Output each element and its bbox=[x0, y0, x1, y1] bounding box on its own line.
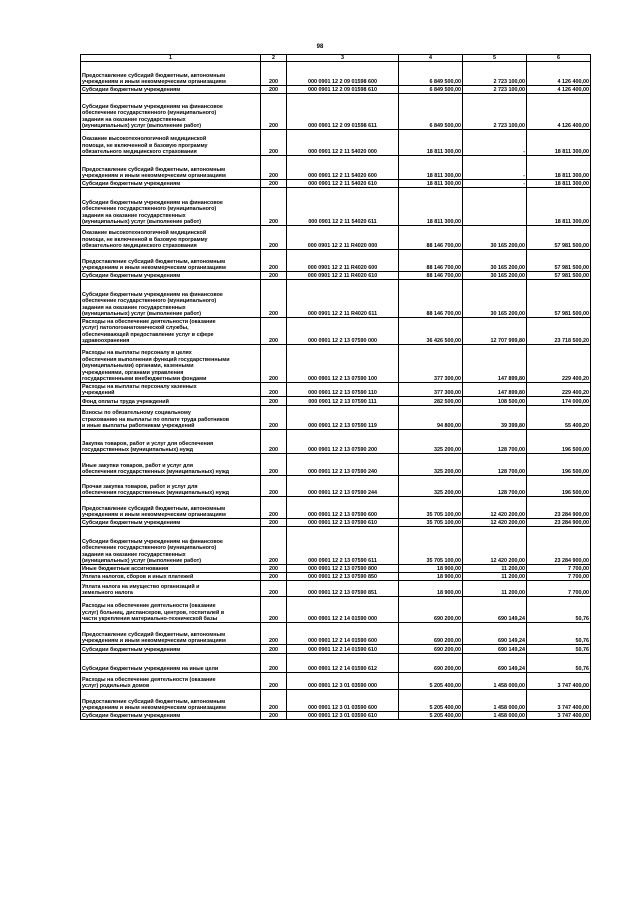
remaining-amount: 7 700,00 bbox=[527, 573, 591, 581]
remaining-amount: 18 811 300,00 bbox=[527, 188, 591, 226]
classification-code: 000 0901 12 2 13 07590 100 bbox=[287, 345, 399, 383]
item-name: Субсидии бюджетным учреждениям bbox=[81, 645, 261, 654]
remaining-amount: 57 981 500,00 bbox=[527, 250, 591, 272]
line-code: 200 bbox=[261, 94, 287, 130]
item-name: Взносы по обязательному социальному страхованию на выплаты по оплате труда работников и иные выплаты работникам учреждений bbox=[81, 406, 261, 430]
classification-code: 000 0901 12 3 01 03590 000 bbox=[287, 673, 399, 690]
remaining-amount: 18 811 300,00 bbox=[527, 156, 591, 180]
classification-code: 000 0901 12 2 11 54020 611 bbox=[287, 188, 399, 226]
item-name: Предоставление субсидий бюджетным, автономным учреждениям и иным некоммерческим организациям bbox=[81, 62, 261, 86]
approved-amount: 35 705 100,00 bbox=[399, 527, 463, 565]
item-name: Субсидии бюджетным учреждениям bbox=[81, 519, 261, 527]
classification-code: 000 0901 12 2 11 54020 610 bbox=[287, 180, 399, 188]
item-name: Субсидии бюджетным учреждениям bbox=[81, 272, 261, 280]
approved-amount: 5 205 400,00 bbox=[399, 673, 463, 690]
executed-amount: 147 899,80 bbox=[463, 383, 527, 397]
executed-amount: 1 458 000,00 bbox=[463, 673, 527, 690]
item-name: Расходы на обеспечение деятельности (оказание услуг) патологоанатомической службы, обеспечивающей предоставление услуг в сфере здравоохранения bbox=[81, 318, 261, 345]
approved-amount: 35 705 100,00 bbox=[399, 497, 463, 519]
table-row bbox=[81, 430, 591, 454]
line-code: 200 bbox=[261, 497, 287, 519]
remaining-amount: 4 126 400,00 bbox=[527, 86, 591, 94]
column-header-6: 6 bbox=[527, 55, 591, 62]
classification-code: 000 0901 12 2 11 54020 000 bbox=[287, 130, 399, 156]
line-code: 200 bbox=[261, 654, 287, 673]
approved-amount: 18 900,00 bbox=[399, 581, 463, 597]
classification-code: 000 0901 12 2 13 07590 110 bbox=[287, 383, 399, 397]
classification-code: 000 0901 12 2 11 R4020 600 bbox=[287, 250, 399, 272]
table-row bbox=[81, 454, 591, 476]
approved-amount: 18 900,00 bbox=[399, 573, 463, 581]
approved-amount: 690 200,00 bbox=[399, 597, 463, 623]
classification-code: 000 0901 12 2 13 07590 200 bbox=[287, 430, 399, 454]
executed-amount: 30 165 200,00 bbox=[463, 226, 527, 250]
table-row bbox=[81, 180, 591, 188]
table-row bbox=[81, 86, 591, 94]
executed-amount: - bbox=[463, 180, 527, 188]
table-row bbox=[81, 226, 591, 250]
line-code: 200 bbox=[261, 565, 287, 573]
executed-amount: 128 700,00 bbox=[463, 430, 527, 454]
table-row bbox=[81, 383, 591, 397]
classification-code: 000 0901 12 2 13 07590 800 bbox=[287, 565, 399, 573]
item-name: Субсидии бюджетным учреждениям на финансовое обеспечение государственного (муниципального) задания на оказание государственных (муниципальных) услуг (выполнение работ) bbox=[81, 188, 261, 226]
line-code: 200 bbox=[261, 573, 287, 581]
remaining-amount: 3 747 400,00 bbox=[527, 712, 591, 720]
item-name: Субсидии бюджетным учреждениям bbox=[81, 86, 261, 94]
item-name: Субсидии бюджетным учреждениям на финансовое обеспечение государственного (муниципального) задания на оказание государственных (муниципальных) услуг (выполнение работ) bbox=[81, 280, 261, 318]
column-header-1: 1 bbox=[81, 55, 261, 62]
executed-amount: 12 420 200,00 bbox=[463, 519, 527, 527]
executed-amount: 39 399,80 bbox=[463, 406, 527, 430]
line-code: 200 bbox=[261, 180, 287, 188]
line-code: 200 bbox=[261, 250, 287, 272]
classification-code: 000 0901 12 2 13 07590 240 bbox=[287, 454, 399, 476]
remaining-amount: 4 126 400,00 bbox=[527, 62, 591, 86]
approved-amount: 88 146 700,00 bbox=[399, 250, 463, 272]
line-code: 200 bbox=[261, 86, 287, 94]
remaining-amount: 23 284 900,00 bbox=[527, 527, 591, 565]
executed-amount: 12 420 200,00 bbox=[463, 527, 527, 565]
table-row bbox=[81, 645, 591, 654]
remaining-amount: 229 400,20 bbox=[527, 345, 591, 383]
item-name: Оказание высокотехнологичной медицинской помощи, не включенной в базовую программу обязательного медицинского страхования bbox=[81, 226, 261, 250]
remaining-amount: 23 718 500,20 bbox=[527, 318, 591, 345]
line-code: 200 bbox=[261, 645, 287, 654]
classification-code: 000 0901 12 2 13 07590 600 bbox=[287, 497, 399, 519]
table-row bbox=[81, 62, 591, 86]
line-code: 200 bbox=[261, 430, 287, 454]
remaining-amount: 23 284 900,00 bbox=[527, 497, 591, 519]
approved-amount: 5 205 400,00 bbox=[399, 712, 463, 720]
classification-code: 000 0901 12 2 13 07590 119 bbox=[287, 406, 399, 430]
table-row bbox=[81, 654, 591, 673]
classification-code: 000 0901 12 2 13 07590 851 bbox=[287, 581, 399, 597]
remaining-amount: 4 126 400,00 bbox=[527, 94, 591, 130]
executed-amount: 147 899,80 bbox=[463, 345, 527, 383]
item-name: Фонд оплаты труда учреждений bbox=[81, 397, 261, 406]
line-code: 200 bbox=[261, 226, 287, 250]
approved-amount: 18 811 300,00 bbox=[399, 188, 463, 226]
classification-code: 000 0901 12 2 11 54020 600 bbox=[287, 156, 399, 180]
remaining-amount: 3 747 400,00 bbox=[527, 690, 591, 712]
classification-code: 000 0901 12 2 13 07590 850 bbox=[287, 573, 399, 581]
remaining-amount: 50,76 bbox=[527, 597, 591, 623]
item-name: Уплата налога на имущество организаций и земельного налога bbox=[81, 581, 261, 597]
line-code: 200 bbox=[261, 62, 287, 86]
executed-amount: 690 149,24 bbox=[463, 623, 527, 645]
remaining-amount: 50,76 bbox=[527, 645, 591, 654]
line-code: 200 bbox=[261, 406, 287, 430]
executed-amount: 2 723 100,00 bbox=[463, 94, 527, 130]
classification-code: 000 0901 12 2 13 07590 611 bbox=[287, 527, 399, 565]
table-row bbox=[81, 188, 591, 226]
table-row bbox=[81, 94, 591, 130]
table-row bbox=[81, 712, 591, 720]
classification-code: 000 0901 12 3 01 03590 610 bbox=[287, 712, 399, 720]
remaining-amount: 7 700,00 bbox=[527, 565, 591, 573]
budget-table bbox=[80, 54, 591, 720]
remaining-amount: 57 981 500,00 bbox=[527, 226, 591, 250]
approved-amount: 690 200,00 bbox=[399, 623, 463, 645]
executed-amount: 30 165 200,00 bbox=[463, 272, 527, 280]
line-code: 200 bbox=[261, 623, 287, 645]
approved-amount: 690 200,00 bbox=[399, 645, 463, 654]
table-row bbox=[81, 581, 591, 597]
table-row bbox=[81, 130, 591, 156]
executed-amount: 108 500,00 bbox=[463, 397, 527, 406]
classification-code: 000 0901 12 2 14 01590 612 bbox=[287, 654, 399, 673]
table-row bbox=[81, 476, 591, 497]
executed-amount: 2 723 100,00 bbox=[463, 62, 527, 86]
executed-amount: 1 458 000,00 bbox=[463, 712, 527, 720]
remaining-amount: 50,76 bbox=[527, 654, 591, 673]
approved-amount: 377 300,00 bbox=[399, 383, 463, 397]
item-name: Предоставление субсидий бюджетным, автономным учреждениям и иным некоммерческим организациям bbox=[81, 156, 261, 180]
remaining-amount: 57 981 500,00 bbox=[527, 280, 591, 318]
remaining-amount: 23 284 900,00 bbox=[527, 519, 591, 527]
table-row bbox=[81, 318, 591, 345]
line-code: 200 bbox=[261, 318, 287, 345]
executed-amount: 11 200,00 bbox=[463, 573, 527, 581]
item-name: Предоставление субсидий бюджетным, автономным учреждениям и иным некоммерческим организациям bbox=[81, 690, 261, 712]
remaining-amount: 196 500,00 bbox=[527, 476, 591, 497]
item-name: Иные закупки товаров, работ и услуг для обеспечения государственных (муниципальных) нужд bbox=[81, 454, 261, 476]
executed-amount: - bbox=[463, 156, 527, 180]
classification-code: 000 0901 12 2 14 01590 600 bbox=[287, 623, 399, 645]
approved-amount: 282 500,00 bbox=[399, 397, 463, 406]
line-code: 200 bbox=[261, 280, 287, 318]
item-name: Прочая закупка товаров, работ и услуг для обеспечения государственных (муниципальных) нужд bbox=[81, 476, 261, 497]
item-name: Расходы на обеспечение деятельности (оказание услуг) родильных домов bbox=[81, 673, 261, 690]
classification-code: 000 0901 12 2 09 01598 611 bbox=[287, 94, 399, 130]
executed-amount: 1 458 000,00 bbox=[463, 690, 527, 712]
line-code: 200 bbox=[261, 712, 287, 720]
classification-code: 000 0901 12 2 11 R4020 610 bbox=[287, 272, 399, 280]
remaining-amount: 18 811 300,00 bbox=[527, 180, 591, 188]
classification-code: 000 0901 12 2 11 R4020 000 bbox=[287, 226, 399, 250]
approved-amount: 88 146 700,00 bbox=[399, 272, 463, 280]
remaining-amount: 229 400,20 bbox=[527, 383, 591, 397]
item-name: Предоставление субсидий бюджетным, автономным учреждениям и иным некоммерческим организациям bbox=[81, 623, 261, 645]
table-row bbox=[81, 250, 591, 272]
remaining-amount: 18 811 300,00 bbox=[527, 130, 591, 156]
approved-amount: 18 900,00 bbox=[399, 565, 463, 573]
table-row bbox=[81, 690, 591, 712]
item-name: Уплата налогов, сборов и иных платежей bbox=[81, 573, 261, 581]
remaining-amount: 57 981 500,00 bbox=[527, 272, 591, 280]
approved-amount: 6 849 500,00 bbox=[399, 62, 463, 86]
remaining-amount: 196 500,00 bbox=[527, 454, 591, 476]
table-row bbox=[81, 280, 591, 318]
table-row bbox=[81, 156, 591, 180]
line-code: 200 bbox=[261, 476, 287, 497]
table-row bbox=[81, 345, 591, 383]
classification-code: 000 0901 12 2 11 R4020 611 bbox=[287, 280, 399, 318]
classification-code: 000 0901 12 3 01 03590 600 bbox=[287, 690, 399, 712]
line-code: 200 bbox=[261, 188, 287, 226]
line-code: 200 bbox=[261, 597, 287, 623]
remaining-amount: 50,76 bbox=[527, 623, 591, 645]
executed-amount: 30 165 200,00 bbox=[463, 280, 527, 318]
classification-code: 000 0901 12 2 13 07590 244 bbox=[287, 476, 399, 497]
item-name: Иные бюджетные ассигнования bbox=[81, 565, 261, 573]
line-code: 200 bbox=[261, 519, 287, 527]
line-code: 200 bbox=[261, 397, 287, 406]
approved-amount: 35 705 100,00 bbox=[399, 519, 463, 527]
table-row bbox=[81, 565, 591, 573]
classification-code: 000 0901 12 2 13 07590 111 bbox=[287, 397, 399, 406]
approved-amount: 6 849 500,00 bbox=[399, 94, 463, 130]
executed-amount: 128 700,00 bbox=[463, 476, 527, 497]
item-name: Расходы на выплаты персоналу в целях обеспечения выполнения функций государственными (муниципальными) органами, казенными учреждениями, органами управления государственными внебюджетными фондами bbox=[81, 345, 261, 383]
line-code: 200 bbox=[261, 272, 287, 280]
item-name: Оказание высокотехнологичной медицинской помощи, не включенной в базовую программу обязательного медицинского страхования bbox=[81, 130, 261, 156]
column-header-3: 3 bbox=[287, 55, 399, 62]
line-code: 200 bbox=[261, 527, 287, 565]
executed-amount: 690 149,24 bbox=[463, 597, 527, 623]
classification-code: 000 0901 12 2 14 01590 610 bbox=[287, 645, 399, 654]
table-row bbox=[81, 597, 591, 623]
table-row bbox=[81, 406, 591, 430]
table-row bbox=[81, 519, 591, 527]
remaining-amount: 196 500,00 bbox=[527, 430, 591, 454]
approved-amount: 325 200,00 bbox=[399, 476, 463, 497]
executed-amount: 690 149,24 bbox=[463, 645, 527, 654]
table-row bbox=[81, 272, 591, 280]
table-row bbox=[81, 527, 591, 565]
item-name: Закупка товаров, работ и услуг для обеспечения государственных (муниципальных) нужд bbox=[81, 430, 261, 454]
approved-amount: 377 300,00 bbox=[399, 345, 463, 383]
executed-amount: 11 200,00 bbox=[463, 565, 527, 573]
column-header-5: 5 bbox=[463, 55, 527, 62]
item-name: Предоставление субсидий бюджетным, автономным учреждениям и иным некоммерческим организациям bbox=[81, 497, 261, 519]
header-row bbox=[81, 55, 591, 62]
item-name: Расходы на выплаты персоналу казенных учреждений bbox=[81, 383, 261, 397]
classification-code: 000 0901 12 2 09 01598 610 bbox=[287, 86, 399, 94]
table-row bbox=[81, 673, 591, 690]
item-name: Субсидии бюджетным учреждениям на иные цели bbox=[81, 654, 261, 673]
item-name: Предоставление субсидий бюджетным, автономным учреждениям и иным некоммерческим организациям bbox=[81, 250, 261, 272]
executed-amount: 2 723 100,00 bbox=[463, 86, 527, 94]
executed-amount: 11 200,00 bbox=[463, 581, 527, 597]
approved-amount: 18 811 300,00 bbox=[399, 130, 463, 156]
classification-code: 000 0901 12 2 14 01590 000 bbox=[287, 597, 399, 623]
classification-code: 000 0901 12 2 13 07590 610 bbox=[287, 519, 399, 527]
line-code: 200 bbox=[261, 383, 287, 397]
line-code: 200 bbox=[261, 345, 287, 383]
table-row bbox=[81, 497, 591, 519]
approved-amount: 18 811 300,00 bbox=[399, 156, 463, 180]
item-name: Субсидии бюджетным учреждениям bbox=[81, 712, 261, 720]
page-number: 98 bbox=[316, 44, 324, 50]
approved-amount: 325 200,00 bbox=[399, 430, 463, 454]
executed-amount bbox=[463, 188, 527, 226]
column-header-2: 2 bbox=[261, 55, 287, 62]
table-row bbox=[81, 623, 591, 645]
table-row bbox=[81, 397, 591, 406]
line-code: 200 bbox=[261, 581, 287, 597]
remaining-amount: 55 400,20 bbox=[527, 406, 591, 430]
classification-code: 000 0901 12 2 13 07590 000 bbox=[287, 318, 399, 345]
approved-amount: 94 800,00 bbox=[399, 406, 463, 430]
executed-amount: 30 165 200,00 bbox=[463, 250, 527, 272]
approved-amount: 5 205 400,00 bbox=[399, 690, 463, 712]
approved-amount: 36 426 500,00 bbox=[399, 318, 463, 345]
line-code: 200 bbox=[261, 690, 287, 712]
executed-amount: 128 700,00 bbox=[463, 454, 527, 476]
line-code: 200 bbox=[261, 454, 287, 476]
executed-amount: 690 149,24 bbox=[463, 654, 527, 673]
line-code: 200 bbox=[261, 156, 287, 180]
item-name: Субсидии бюджетным учреждениям на финансовое обеспечение государственного (муниципального) задания на оказание государственных (муниципальных) услуг (выполнение работ) bbox=[81, 94, 261, 130]
item-name: Расходы на обеспечение деятельности (оказание услуг) больниц, диспансеров, центров, госпиталей в части укрепления материально-технической базы bbox=[81, 597, 261, 623]
approved-amount: 88 146 700,00 bbox=[399, 280, 463, 318]
approved-amount: 18 811 300,00 bbox=[399, 180, 463, 188]
executed-amount: - bbox=[463, 130, 527, 156]
approved-amount: 6 849 500,00 bbox=[399, 86, 463, 94]
table-row bbox=[81, 573, 591, 581]
approved-amount: 690 200,00 bbox=[399, 654, 463, 673]
table-body bbox=[81, 62, 591, 720]
item-name: Субсидии бюджетным учреждениям на финансовое обеспечение государственного (муниципального) задания на оказание государственных (муниципальных) услуг (выполнение работ) bbox=[81, 527, 261, 565]
approved-amount: 88 146 700,00 bbox=[399, 226, 463, 250]
column-header-4: 4 bbox=[399, 55, 463, 62]
remaining-amount: 3 747 400,00 bbox=[527, 673, 591, 690]
remaining-amount: 174 000,00 bbox=[527, 397, 591, 406]
line-code: 200 bbox=[261, 673, 287, 690]
classification-code: 000 0901 12 2 09 01598 600 bbox=[287, 62, 399, 86]
approved-amount: 325 200,00 bbox=[399, 454, 463, 476]
line-code: 200 bbox=[261, 130, 287, 156]
executed-amount: 12 707 999,80 bbox=[463, 318, 527, 345]
item-name: Субсидии бюджетным учреждениям bbox=[81, 180, 261, 188]
remaining-amount: 7 700,00 bbox=[527, 581, 591, 597]
executed-amount: 12 420 200,00 bbox=[463, 497, 527, 519]
